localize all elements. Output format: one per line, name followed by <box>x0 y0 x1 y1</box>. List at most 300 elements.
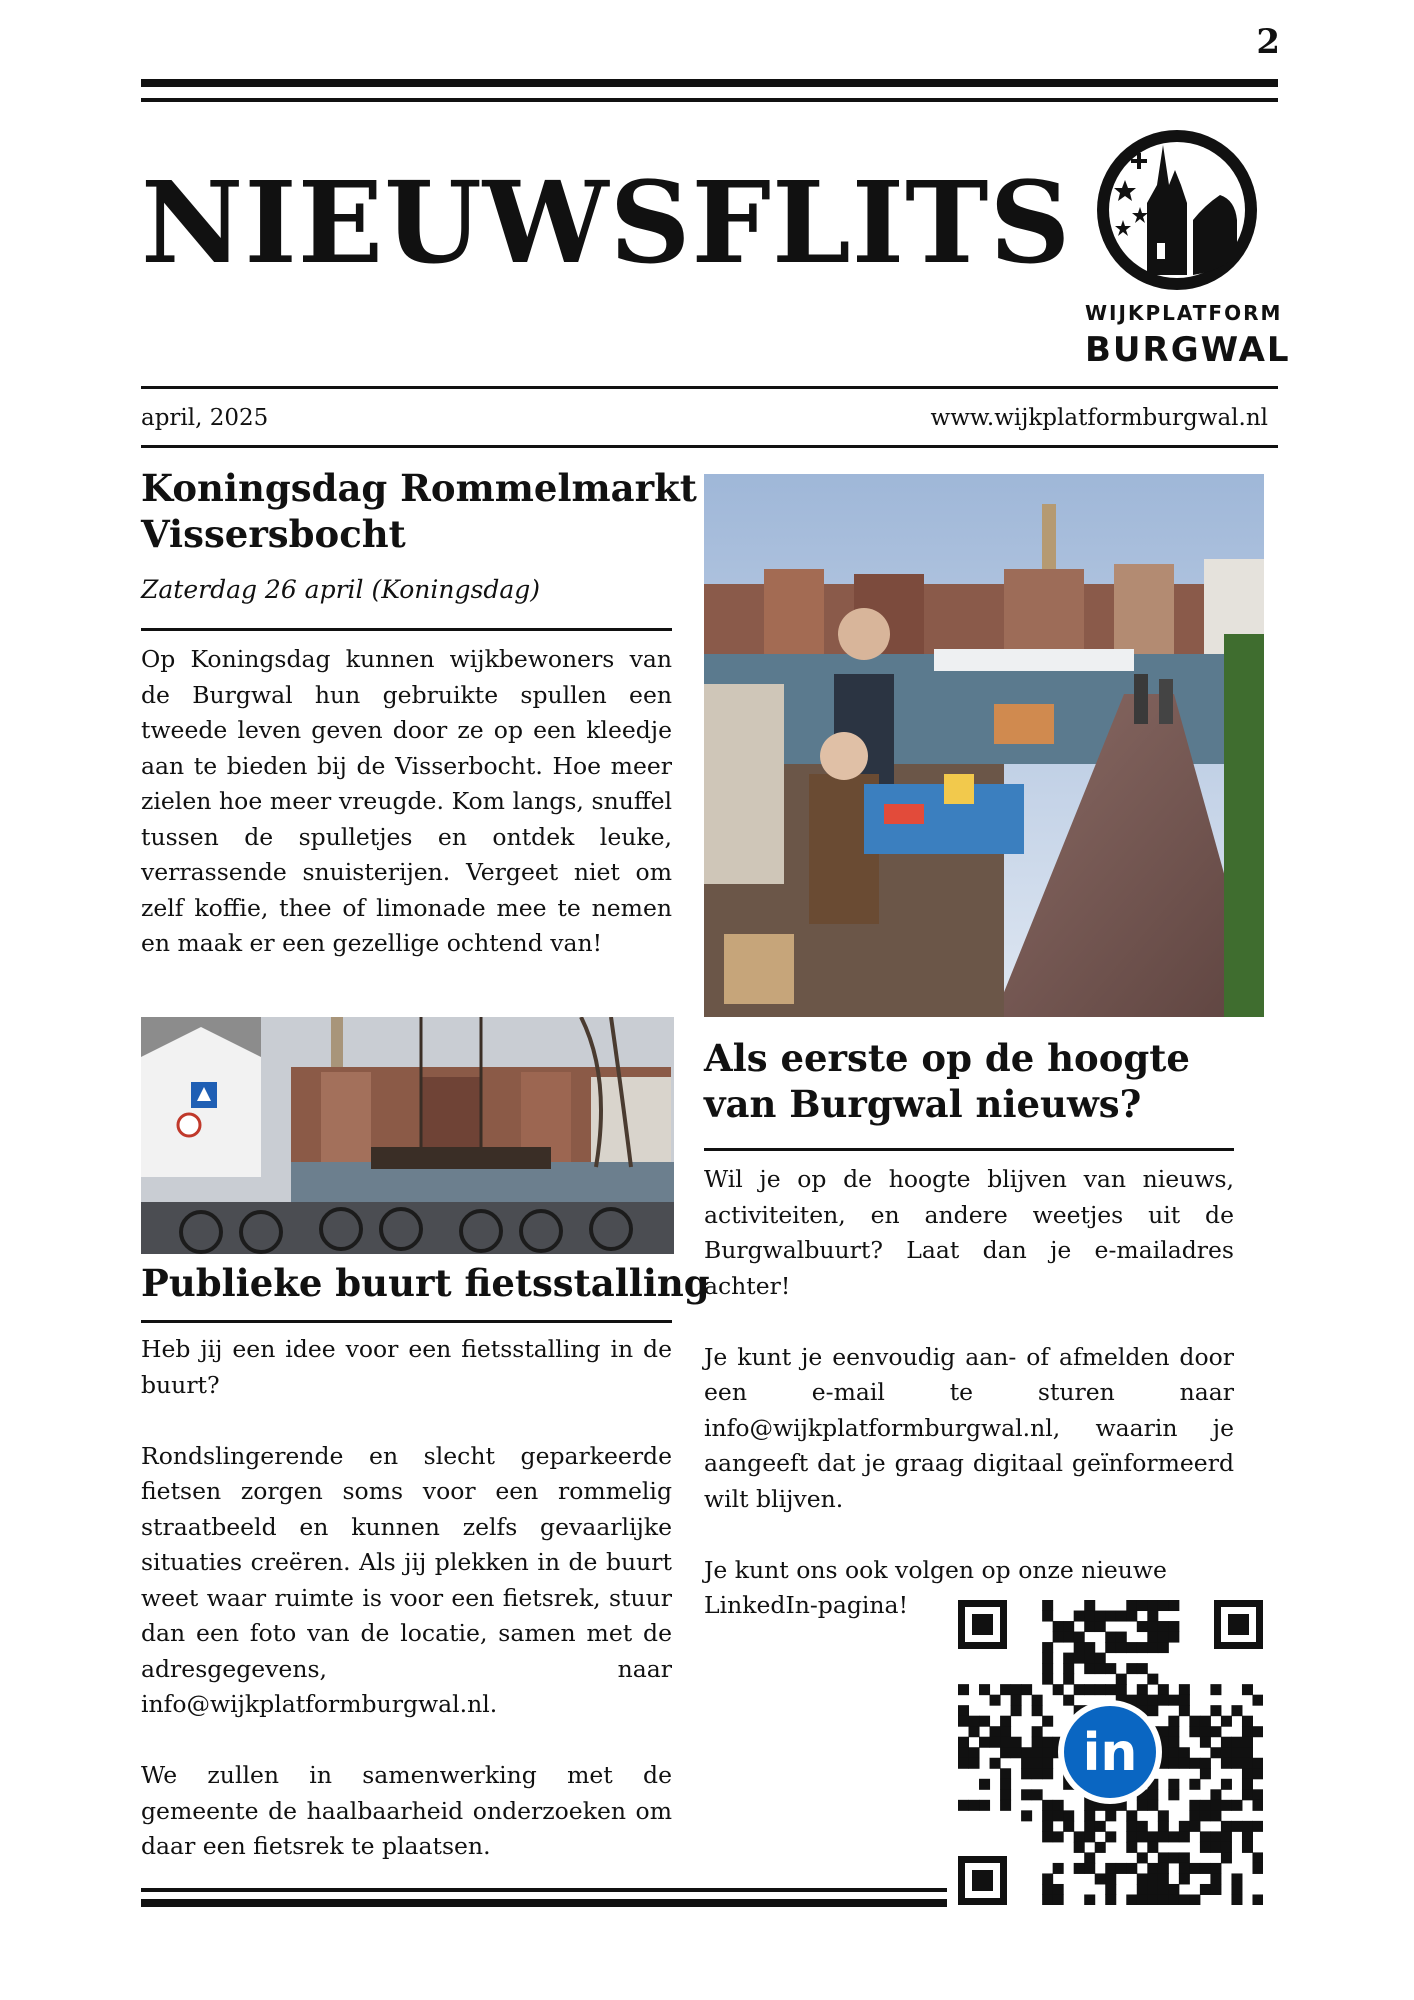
qr-module <box>1042 1800 1053 1811</box>
qr-module <box>1116 1642 1127 1653</box>
qr-module <box>1084 1852 1095 1863</box>
qr-module <box>1137 1831 1148 1842</box>
qr-module <box>1168 1852 1179 1863</box>
qr-module <box>1231 1758 1242 1769</box>
website-url: www.wijkplatformburgwal.nl <box>930 405 1268 431</box>
qr-module <box>1095 1684 1106 1695</box>
qr-module <box>969 1747 980 1758</box>
qr-module <box>1063 1663 1074 1674</box>
qr-module <box>1074 1831 1085 1842</box>
qr-module <box>1221 1747 1232 1758</box>
qr-module <box>1042 1768 1053 1779</box>
qr-module <box>1137 1873 1148 1884</box>
article3-paragraph-1: Wil je op de hoogte blijven van nieuws, activiteiten, en andere weetjes uit de Burgwalbuurt? Laat dan je e-mailadres achter! <box>704 1165 1234 1300</box>
qr-module <box>1179 1863 1190 1874</box>
qr-module <box>1000 1768 1011 1779</box>
qr-module <box>1053 1894 1064 1905</box>
masthead-title: NIEUWSFLITS <box>141 158 1072 289</box>
qr-module <box>1032 1768 1043 1779</box>
qr-module <box>1137 1642 1148 1653</box>
qr-module <box>1168 1758 1179 1769</box>
qr-module <box>1126 1663 1137 1674</box>
qr-module <box>1168 1884 1179 1895</box>
qr-module <box>1189 1894 1200 1905</box>
qr-module <box>1105 1894 1116 1905</box>
qr-module <box>1168 1747 1179 1758</box>
qr-module <box>1042 1737 1053 1748</box>
qr-module <box>1210 1831 1221 1842</box>
qr-module <box>1021 1810 1032 1821</box>
qr-module <box>1126 1600 1137 1611</box>
qr-module <box>1168 1600 1179 1611</box>
article2-paragraph-1: Heb jij een idee voor een fietsstalling in de buurt? <box>141 1335 672 1399</box>
qr-module <box>1231 1737 1242 1748</box>
qr-module <box>1084 1800 1095 1811</box>
qr-module <box>1126 1863 1137 1874</box>
qr-module <box>1158 1852 1169 1863</box>
qr-module <box>1200 1831 1211 1842</box>
qr-module <box>1116 1611 1127 1622</box>
market-photo-image <box>704 474 1264 1017</box>
canal-photo-image <box>141 1017 674 1254</box>
qr-module <box>958 1747 969 1758</box>
qr-module <box>1095 1611 1106 1622</box>
qr-module <box>1000 1684 1011 1695</box>
qr-module <box>1242 1779 1253 1790</box>
qr-module <box>1042 1873 1053 1884</box>
qr-module <box>1168 1621 1179 1632</box>
qr-module <box>1231 1894 1242 1905</box>
qr-module <box>969 1800 980 1811</box>
top-rule-thick <box>141 79 1278 87</box>
qr-module <box>979 1779 990 1790</box>
qr-module <box>1200 1842 1211 1853</box>
qr-module <box>1210 1810 1221 1821</box>
qr-module <box>1042 1894 1053 1905</box>
qr-module <box>958 1684 969 1695</box>
qr-module <box>1231 1800 1242 1811</box>
qr-module <box>1042 1810 1053 1821</box>
qr-module <box>1147 1621 1158 1632</box>
qr-module <box>958 1758 969 1769</box>
qr-module <box>1021 1758 1032 1769</box>
qr-module <box>1042 1831 1053 1842</box>
qr-module <box>1221 1716 1232 1727</box>
qr-module <box>1242 1747 1253 1758</box>
qr-module <box>1189 1716 1200 1727</box>
qr-module <box>1200 1726 1211 1737</box>
qr-module <box>1158 1600 1169 1611</box>
qr-module <box>1231 1705 1242 1716</box>
qr-module <box>1147 1863 1158 1874</box>
qr-module <box>1189 1863 1200 1874</box>
qr-module <box>1095 1821 1106 1832</box>
qr-module <box>1221 1800 1232 1811</box>
qr-module <box>969 1716 980 1727</box>
qr-module <box>1000 1747 1011 1758</box>
qr-module <box>1221 1758 1232 1769</box>
qr-module <box>1147 1600 1158 1611</box>
qr-module <box>1074 1642 1085 1653</box>
article2-rule <box>141 1320 672 1323</box>
qr-module <box>1021 1768 1032 1779</box>
qr-module <box>1032 1747 1043 1758</box>
article-title-nieuwsbrief: Als eerste op de hoogte van Burgwal nieuws? <box>704 1036 1190 1127</box>
qr-module <box>1231 1884 1242 1895</box>
qr-module <box>979 1684 990 1695</box>
qr-module <box>1126 1642 1137 1653</box>
qr-module <box>1042 1884 1053 1895</box>
qr-module <box>979 1800 990 1811</box>
qr-module <box>1032 1705 1043 1716</box>
qr-module <box>1200 1768 1211 1779</box>
qr-module <box>1179 1821 1190 1832</box>
qr-module <box>1200 1810 1211 1821</box>
qr-module <box>1252 1821 1263 1832</box>
qr-module <box>1032 1726 1043 1737</box>
qr-module <box>1084 1831 1095 1842</box>
qr-module <box>1147 1842 1158 1853</box>
qr-module <box>958 1737 969 1748</box>
qr-module <box>1179 1852 1190 1863</box>
qr-module <box>1042 1674 1053 1685</box>
qr-module <box>1252 1758 1263 1769</box>
qr-module <box>1189 1758 1200 1769</box>
qr-module <box>1168 1894 1179 1905</box>
qr-module <box>1168 1632 1179 1643</box>
qr-module <box>1179 1831 1190 1842</box>
qr-module <box>1074 1842 1085 1853</box>
qr-module <box>990 1758 1001 1769</box>
qr-module <box>1137 1695 1148 1706</box>
article2-body <box>141 1332 672 1865</box>
qr-module <box>979 1737 990 1748</box>
qr-module <box>1042 1821 1053 1832</box>
qr-module <box>1221 1779 1232 1790</box>
qr-module <box>1105 1611 1116 1622</box>
qr-module <box>1011 1705 1022 1716</box>
qr-module <box>1105 1831 1116 1842</box>
qr-module <box>1242 1726 1253 1737</box>
meta-rule-top <box>141 386 1278 389</box>
wijkplatform-logo <box>1085 125 1291 370</box>
qr-module <box>1095 1653 1106 1664</box>
qr-module <box>1137 1600 1148 1611</box>
qr-module <box>1137 1852 1148 1863</box>
meta-rule-bottom <box>141 445 1278 448</box>
qr-module <box>1116 1674 1127 1685</box>
qr-module <box>1137 1894 1148 1905</box>
qr-module <box>1242 1684 1253 1695</box>
qr-module <box>1084 1611 1095 1622</box>
qr-module <box>1032 1695 1043 1706</box>
qr-module <box>1084 1600 1095 1611</box>
qr-module <box>1158 1873 1169 1884</box>
article-title-rommelmarkt: Koningsdag Rommelmarkt Vissersbocht <box>141 466 697 557</box>
qr-module <box>1168 1695 1179 1706</box>
qr-module <box>1042 1600 1053 1611</box>
qr-module <box>1105 1884 1116 1895</box>
qr-module <box>1147 1873 1158 1884</box>
qr-module <box>1179 1747 1190 1758</box>
qr-module <box>1137 1884 1148 1895</box>
qr-module <box>1063 1632 1074 1643</box>
qr-module <box>1053 1884 1064 1895</box>
qr-module <box>1158 1642 1169 1653</box>
qr-module <box>1147 1705 1158 1716</box>
qr-module <box>1095 1842 1106 1853</box>
qr-module <box>1084 1621 1095 1632</box>
qr-module <box>1084 1863 1095 1874</box>
qr-module <box>1252 1789 1263 1800</box>
qr-module <box>1200 1863 1211 1874</box>
qr-module <box>1242 1716 1253 1727</box>
qr-module <box>1126 1894 1137 1905</box>
qr-module <box>1126 1821 1137 1832</box>
qr-module <box>1200 1884 1211 1895</box>
qr-module <box>1095 1873 1106 1884</box>
qr-module <box>1126 1611 1137 1622</box>
qr-module <box>1210 1789 1221 1800</box>
qr-module <box>1252 1800 1263 1811</box>
qr-module <box>1168 1726 1179 1737</box>
qr-module <box>1179 1695 1190 1706</box>
qr-module <box>1210 1747 1221 1758</box>
qr-module <box>1200 1800 1211 1811</box>
qr-module <box>1116 1863 1127 1874</box>
qr-module <box>1000 1800 1011 1811</box>
qr-module <box>1168 1779 1179 1790</box>
qr-module <box>1147 1642 1158 1653</box>
qr-module <box>1200 1716 1211 1727</box>
qr-module <box>1210 1705 1221 1716</box>
qr-module <box>979 1716 990 1727</box>
qr-module <box>1210 1800 1221 1811</box>
qr-module <box>1221 1852 1232 1863</box>
qr-module <box>1179 1758 1190 1769</box>
qr-module <box>1168 1831 1179 1842</box>
article3-rule <box>704 1148 1234 1151</box>
photo-rommelmarkt <box>704 474 1264 1017</box>
qr-module <box>1210 1863 1221 1874</box>
article-subtitle-date: Zaterdag 26 april (Koningsdag) <box>141 575 540 604</box>
qr-module <box>1189 1726 1200 1737</box>
qr-module <box>1252 1768 1263 1779</box>
qr-module <box>1210 1884 1221 1895</box>
qr-module <box>1179 1894 1190 1905</box>
qr-module <box>1063 1621 1074 1632</box>
qr-module <box>1231 1873 1242 1884</box>
bottom-rule-thin <box>141 1888 947 1892</box>
qr-module <box>1137 1821 1148 1832</box>
qr-module <box>1252 1695 1263 1706</box>
qr-module <box>1011 1737 1022 1748</box>
qr-module <box>990 1726 1001 1737</box>
qr-module <box>1210 1684 1221 1695</box>
qr-module <box>1084 1653 1095 1664</box>
qr-module <box>1147 1789 1158 1800</box>
qr-module <box>1105 1663 1116 1674</box>
qr-finder-top-right <box>1214 1600 1263 1649</box>
qr-module <box>1042 1716 1053 1727</box>
qr-module <box>1221 1737 1232 1748</box>
qr-module <box>1105 1810 1116 1821</box>
qr-module <box>1179 1705 1190 1716</box>
qr-module <box>1242 1821 1253 1832</box>
qr-module <box>1147 1611 1158 1622</box>
qr-module <box>1074 1611 1085 1622</box>
qr-module <box>1053 1621 1064 1632</box>
qr-module <box>1242 1737 1253 1748</box>
qr-module <box>1158 1695 1169 1706</box>
qr-module <box>1158 1884 1169 1895</box>
qr-module <box>1021 1789 1032 1800</box>
qr-module <box>1074 1653 1085 1664</box>
qr-module <box>1053 1831 1064 1842</box>
top-rule-thin <box>141 98 1278 102</box>
qr-module <box>1242 1758 1253 1769</box>
logo-text-line2: BURGWAL <box>1085 330 1291 370</box>
qr-module <box>1231 1821 1242 1832</box>
qr-module <box>1147 1695 1158 1706</box>
article2-paragraph-2: Rondslingerende en slecht geparkeerde fietsen zorgen soms voor een rommelig straatbeeld en kunnen zelfs gevaarlijke situaties creëren. Als jij plekken in de buurt weet waar ruimte is voor een fietsrek, stuur dan een foto van de locatie, samen met de adresgegevens, naar info@wijkplatformburgwal.nl. <box>141 1441 672 1718</box>
qr-module <box>1158 1632 1169 1643</box>
qr-module <box>1042 1758 1053 1769</box>
qr-module <box>1158 1726 1169 1737</box>
qr-finder-bottom-left <box>958 1856 1007 1905</box>
qr-module <box>1063 1695 1074 1706</box>
qr-module <box>969 1758 980 1769</box>
qr-module <box>1147 1884 1158 1895</box>
qr-module <box>1147 1800 1158 1811</box>
qr-module <box>1105 1863 1116 1874</box>
qr-module <box>1042 1653 1053 1664</box>
qr-module <box>1200 1758 1211 1769</box>
qr-module <box>990 1695 1001 1706</box>
qr-module <box>1158 1684 1169 1695</box>
qr-module <box>1032 1789 1043 1800</box>
qr-module <box>1084 1642 1095 1653</box>
qr-module <box>1147 1831 1158 1842</box>
article3-body <box>704 1162 1234 1624</box>
qr-module <box>1000 1726 1011 1737</box>
qr-module <box>1000 1789 1011 1800</box>
qr-module <box>1189 1810 1200 1821</box>
qr-module <box>1252 1726 1263 1737</box>
qr-module <box>1137 1621 1148 1632</box>
qr-module <box>1011 1747 1022 1758</box>
qr-module <box>1158 1621 1169 1632</box>
article1-body <box>141 642 672 962</box>
qr-module <box>1053 1863 1064 1874</box>
qr-finder-top-left <box>958 1600 1007 1649</box>
qr-module <box>1032 1737 1043 1748</box>
qr-module <box>958 1716 969 1727</box>
bottom-rule-thick <box>141 1899 947 1907</box>
qr-module <box>1158 1831 1169 1842</box>
qr-module <box>1053 1632 1064 1643</box>
qr-module <box>1105 1642 1116 1653</box>
logo-text-line1: WIJKPLATFORM <box>1085 301 1283 325</box>
qr-module <box>1158 1863 1169 1874</box>
qr-module <box>1221 1842 1232 1853</box>
article1-rule <box>141 628 672 631</box>
qr-module <box>1210 1873 1221 1884</box>
qr-module <box>1116 1684 1127 1695</box>
qr-module <box>1116 1632 1127 1643</box>
qr-module <box>1137 1800 1148 1811</box>
qr-module <box>1000 1737 1011 1748</box>
qr-module <box>1042 1663 1053 1674</box>
qr-module <box>1074 1632 1085 1643</box>
issue-date: april, 2025 <box>141 405 269 431</box>
qr-module <box>1074 1863 1085 1874</box>
qr-module <box>1042 1611 1053 1622</box>
qr-module <box>1084 1810 1095 1821</box>
qr-module <box>1084 1894 1095 1905</box>
qr-module <box>1137 1663 1148 1674</box>
qr-module <box>1053 1684 1064 1695</box>
qr-module <box>1084 1663 1095 1674</box>
qr-module <box>1126 1842 1137 1853</box>
qr-module <box>1252 1894 1263 1905</box>
qr-module <box>1105 1873 1116 1884</box>
qr-module <box>1221 1831 1232 1842</box>
qr-module <box>1021 1684 1032 1695</box>
qr-module <box>1168 1789 1179 1800</box>
qr-module <box>1168 1716 1179 1727</box>
qr-module <box>1042 1747 1053 1758</box>
qr-module <box>1053 1810 1064 1821</box>
qr-module <box>1063 1821 1074 1832</box>
qr-module <box>1032 1758 1043 1769</box>
qr-module <box>1242 1842 1253 1853</box>
qr-module <box>1084 1684 1095 1695</box>
qr-module <box>1074 1684 1085 1695</box>
qr-module <box>1063 1674 1074 1685</box>
qr-module <box>1053 1800 1064 1811</box>
qr-module <box>1021 1747 1032 1758</box>
article3-paragraph-2: Je kunt je eenvoudig aan- of afmelden door een e-mail te sturen naar info@wijkplatformburgwal.nl, waarin je aangeeft dat je graag digitaal geïnformeerd wilt blijven. <box>704 1342 1234 1513</box>
qr-module <box>1147 1894 1158 1905</box>
logo-emblem-icon <box>1085 125 1270 295</box>
qr-module <box>958 1705 969 1716</box>
qr-module <box>1011 1684 1022 1695</box>
linkedin-qr-code[interactable] <box>958 1600 1263 1905</box>
qr-module <box>1011 1695 1022 1706</box>
qr-code-image <box>958 1600 1263 1905</box>
qr-module <box>1063 1810 1074 1821</box>
qr-module <box>1189 1779 1200 1790</box>
linkedin-badge-text: in <box>1082 1723 1138 1783</box>
qr-module <box>1000 1779 1011 1790</box>
qr-module <box>1137 1684 1148 1695</box>
qr-module <box>1084 1821 1095 1832</box>
qr-module <box>1126 1810 1137 1821</box>
qr-module <box>1105 1684 1116 1695</box>
qr-module <box>1179 1684 1190 1695</box>
qr-module <box>1200 1737 1211 1748</box>
article-title-fietsstalling: Publieke buurt fietsstalling <box>141 1261 710 1305</box>
qr-module <box>1189 1821 1200 1832</box>
qr-module <box>1095 1663 1106 1674</box>
qr-module <box>1252 1852 1263 1863</box>
qr-module <box>1126 1831 1137 1842</box>
qr-module <box>1168 1737 1179 1748</box>
qr-module <box>990 1737 1001 1748</box>
qr-module <box>1147 1632 1158 1643</box>
article1-paragraph: Op Koningsdag kunnen wijkbewoners van de Burgwal hun gebruikte spullen een tweede leven geven door ze op een kleedje aan te bieden bij de Visserbocht. Hoe meer zielen hoe meer vreugde. Kom langs, snuffel tussen de spulletjes en ontdek leuke, verrassende snuisterijen. Vergeet niet om zelf koffie, thee of limonade mee te nemen en maak er een gezellige ochtend van! <box>141 645 672 957</box>
